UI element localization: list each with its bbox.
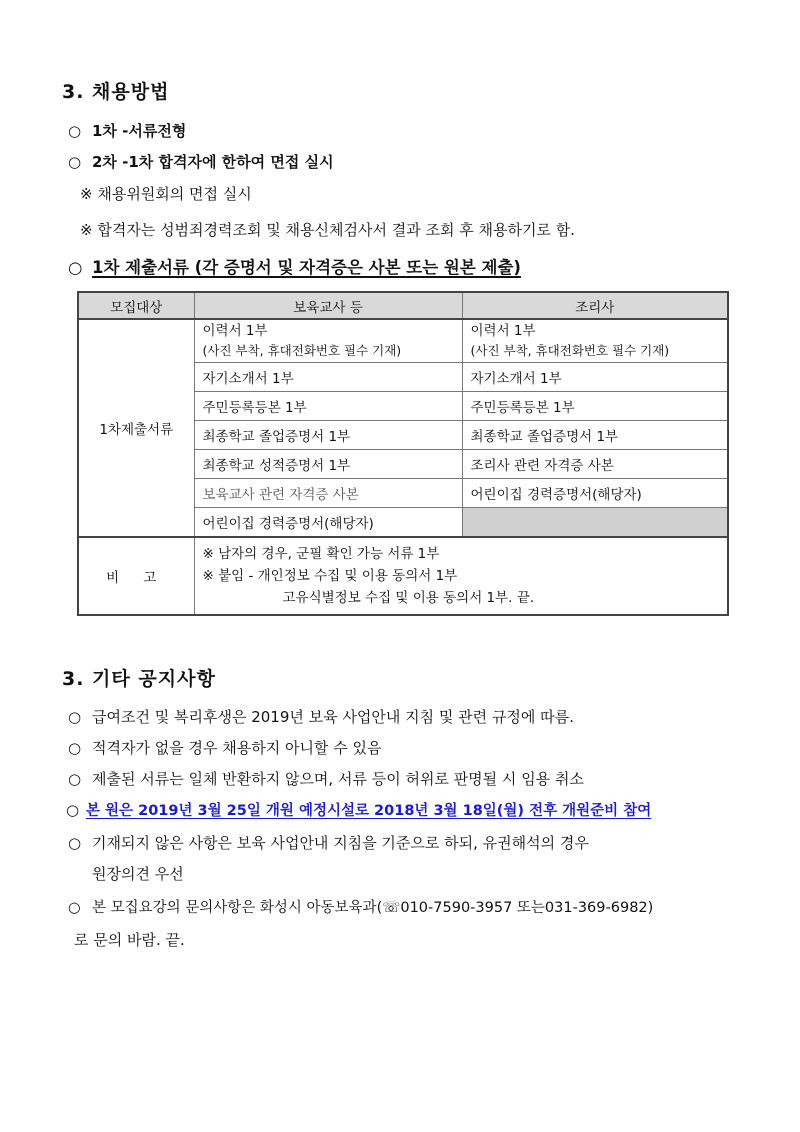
remarks-line: ※ 붙임 - 개인정보 수집 및 이용 동의서 1부: [202, 568, 458, 584]
remarks-label: 비 고: [78, 537, 194, 615]
table-cell: 주민등록등본 1부: [194, 392, 462, 421]
table-cell: [462, 319, 728, 363]
list-item-text: 제출된 서류는 일체 반환하지 않으며, 서류 등이 허위로 판명될 시 임용 취소: [92, 770, 584, 788]
list-item: [68, 768, 584, 789]
table-cell: 어린이집 경력증명서(해당자): [194, 508, 462, 538]
bullet: ○: [66, 801, 80, 819]
documents-table: [77, 291, 729, 616]
table-cell: 조리사 관련 자격증 사본: [462, 450, 728, 479]
bullet: ○: [68, 122, 82, 140]
table-cell: 최종학교 성적증명서 1부: [194, 450, 462, 479]
bullet: ○: [68, 770, 82, 788]
list-item: [68, 896, 653, 917]
list-item: [68, 832, 589, 853]
table-cell: [194, 319, 462, 363]
list-item: [68, 706, 574, 727]
table-cell: 보육교사 관련 자격증 사본: [194, 479, 462, 508]
remarks-line: 고유식별정보 수집 및 이용 동의서 1부. 끝.: [282, 590, 535, 606]
list-item: [68, 120, 186, 141]
bullet: ○: [68, 258, 83, 277]
table-row: [78, 319, 728, 363]
list-item-text: 1차 -서류전형: [92, 122, 187, 140]
docs-heading: [68, 254, 521, 278]
list-item-text: 적격자가 없을 경우 채용하지 아니할 수 있음: [92, 739, 382, 757]
column-header: 모집대상: [78, 292, 194, 319]
cell-line: 이력서 1부: [470, 323, 536, 339]
table-cell: 자기소개서 1부: [462, 363, 728, 392]
list-item-text: 본 모집요강의 문의사항은 화성시 아동보육과(☏010-7590-3957 또는031-369-6982): [92, 900, 654, 916]
table-cell: 자기소개서 1부: [194, 363, 462, 392]
section-title-other-notices: 3. 기타 공지사항: [62, 668, 216, 690]
list-item-text: 본 원은 2019년 3월 25일 개원 예정시설로 2018년 3월 18일(월) 전후 개원준비 참여: [86, 803, 652, 819]
note-line: ※ 합격자는 성범죄경력조회 및 채용신체검사서 결과 조회 후 채용하기로 함.: [80, 221, 575, 239]
cell-line: 이력서 1부: [202, 323, 268, 339]
cell-line: (사진 부착, 휴대전화번호 필수 기재): [202, 343, 402, 358]
list-item: [68, 737, 381, 758]
list-item-continuation: 원장의견 우선: [92, 865, 184, 883]
bullet: ○: [68, 708, 82, 726]
column-header: 조리사: [462, 292, 728, 319]
bullet: ○: [68, 739, 82, 757]
list-item-highlight: [66, 799, 651, 820]
remarks-row: [78, 537, 728, 615]
column-header: 보육교사 등: [194, 292, 462, 319]
list-item-text: 기재되지 않은 사항은 보육 사업안내 지침을 기준으로 하되, 유권해석의 경우: [92, 834, 589, 852]
list-item-continuation: 로 문의 바람. 끝.: [74, 931, 185, 949]
list-item-text: 급여조건 및 복리후생은 2019년 보육 사업안내 지침 및 관련 규정에 따름.: [92, 708, 574, 726]
section-title-hiring-method: 3. 채용방법: [62, 81, 170, 103]
bullet: ○: [68, 900, 81, 916]
remarks-line: ※ 남자의 경우, 군필 확인 가능 서류 1부: [202, 546, 440, 562]
bullet: ○: [68, 834, 82, 852]
list-item: [68, 151, 334, 172]
table-cell: 최종학교 졸업증명서 1부: [462, 421, 728, 450]
empty-shaded-cell: [462, 508, 728, 538]
row-label: 1차제출서류: [78, 319, 194, 537]
table-cell: 최종학교 졸업증명서 1부: [194, 421, 462, 450]
table-header-row: [78, 292, 728, 319]
note-line: ※ 채용위원회의 면접 실시: [80, 185, 252, 203]
list-item-text: 2차 -1차 합격자에 한하여 면접 실시: [92, 153, 334, 171]
table-cell: 주민등록등본 1부: [462, 392, 728, 421]
docs-heading-text: 1차 제출서류 (각 증명서 및 자격증은 사본 또는 원본 제출): [92, 258, 521, 277]
table-cell: 어린이집 경력증명서(해당자): [462, 479, 728, 508]
bullet: ○: [68, 153, 82, 171]
cell-line: (사진 부착, 휴대전화번호 필수 기재): [470, 343, 670, 358]
remarks-cell: [194, 537, 728, 615]
